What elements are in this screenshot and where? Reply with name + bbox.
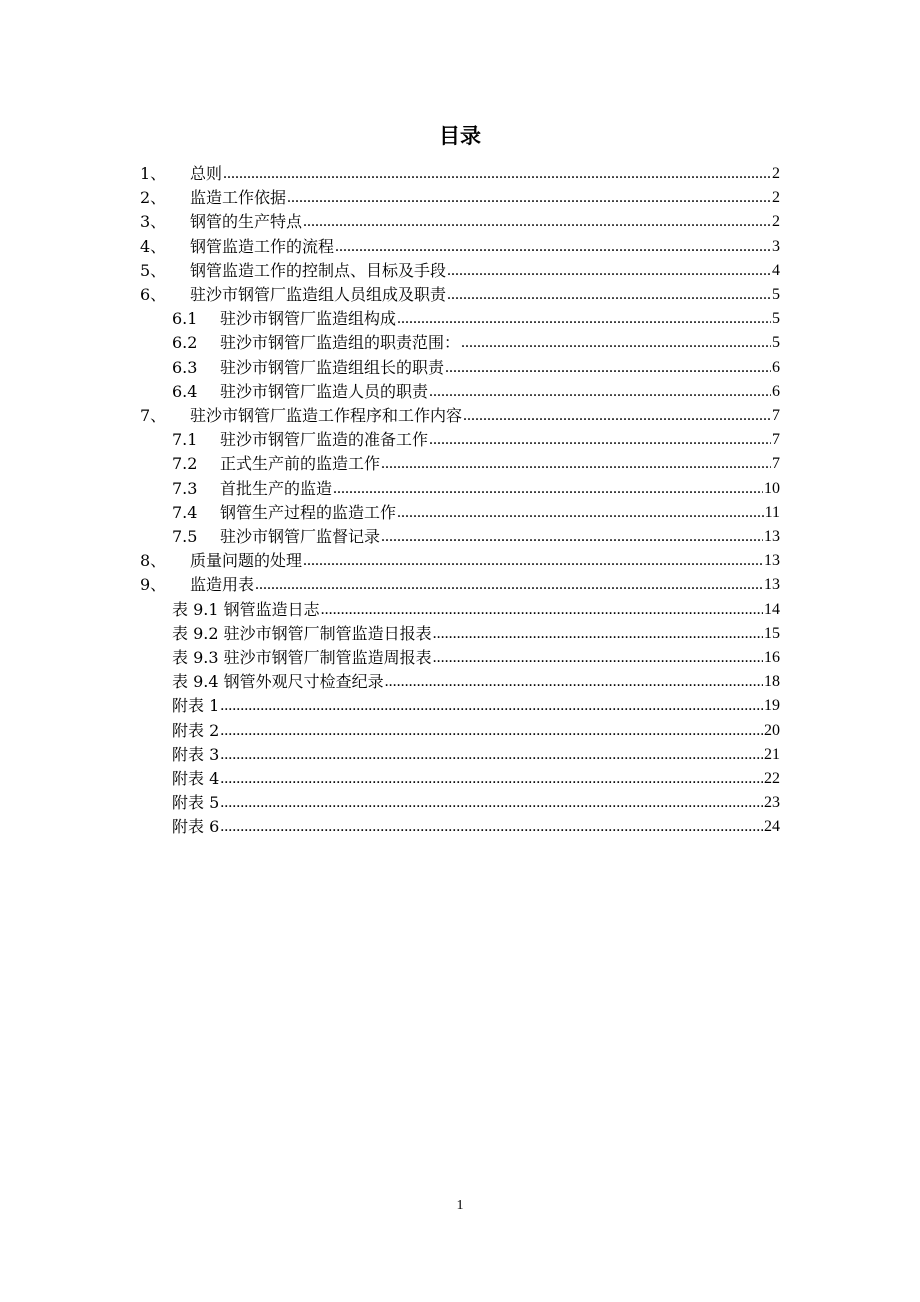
toc-entry-page: 22 [764, 770, 780, 787]
toc-dot-leader [463, 406, 771, 426]
toc-entry-page: 14 [764, 600, 780, 618]
toc-entry-title: 表 9.2 驻沙市钢管厂制管监造日报表 [172, 623, 432, 643]
page-number: 1 [456, 1198, 464, 1213]
toc-entry[interactable] [172, 354, 780, 378]
toc-entry-number: 7.4 [172, 502, 198, 522]
toc-entry-page: 10 [764, 479, 780, 497]
toc-dot-leader [220, 817, 763, 837]
toc-entry-page: 16 [764, 649, 780, 666]
toc-entry[interactable] [172, 596, 780, 620]
toc-entry-number: 7.5 [172, 527, 198, 546]
toc-dot-leader [397, 309, 771, 329]
toc-dot-leader [220, 793, 763, 813]
toc-entry-number: 6.1 [172, 309, 198, 329]
toc-entry-page: 2 [772, 189, 780, 207]
toc-entry-number: 9、 [140, 575, 167, 595]
toc-dot-leader [335, 237, 771, 257]
toc-dot-leader [220, 696, 763, 716]
toc-entry-number: 2、 [140, 188, 167, 208]
toc-dot-leader [223, 164, 771, 184]
toc-entry[interactable] [140, 233, 780, 257]
toc-entry-page: 13 [764, 528, 780, 545]
toc-dot-leader [381, 454, 771, 474]
toc-entry-page: 21 [764, 745, 780, 763]
toc-entry-page: 20 [764, 721, 780, 739]
toc-dot-leader [220, 745, 763, 765]
toc-entry-page: 13 [764, 552, 780, 570]
toc-dot-leader [447, 285, 771, 305]
toc-entry[interactable] [172, 475, 780, 499]
page-title: 目录 [439, 123, 481, 148]
toc-entry-page: 6 [772, 358, 780, 376]
toc-entry-title: 正式生产前的监造工作 [220, 454, 381, 474]
toc-entry[interactable] [172, 813, 780, 837]
toc-entry-page: 2 [772, 213, 780, 231]
toc-entry[interactable] [140, 402, 780, 426]
toc-entry-title: 钢管的生产特点 [190, 212, 303, 232]
toc-entry-page: 7 [772, 407, 780, 424]
toc-entry-page: 5 [772, 310, 780, 328]
toc-entry-page: 3 [772, 237, 780, 255]
toc-entry-number: 6.4 [172, 381, 198, 401]
toc-entry-page: 18 [764, 673, 780, 691]
toc-entry-number: 7.3 [172, 478, 198, 498]
toc-entry[interactable] [172, 305, 780, 329]
toc-entry[interactable] [140, 208, 780, 232]
toc-entry-title: 钢管生产过程的监造工作 [220, 502, 397, 522]
toc-entry-number: 4、 [140, 236, 167, 256]
toc-entry[interactable] [172, 644, 780, 668]
toc-entry-number: 7、 [140, 406, 167, 425]
toc-entry[interactable] [140, 160, 780, 184]
toc-entry-page: 24 [764, 818, 780, 836]
toc-entry-title: 质量问题的处理 [190, 551, 303, 571]
toc-dot-leader [433, 624, 763, 644]
toc-dot-leader [433, 648, 763, 668]
toc-entry-title: 附表 4 [172, 769, 220, 788]
toc-entry[interactable] [140, 257, 780, 281]
toc-dot-leader [220, 721, 763, 741]
toc-entry-page: 5 [772, 334, 780, 352]
toc-entry-title: 驻沙市钢管厂监造工作程序和工作内容 [190, 406, 463, 425]
toc-entry-title: 钢管监造工作的控制点、目标及手段 [190, 260, 447, 280]
toc-entry-title: 附表 2 [172, 720, 220, 740]
toc-entry-title: 驻沙市钢管厂监造组组长的职责 [220, 357, 445, 377]
toc-entry[interactable] [172, 329, 780, 353]
toc-entry-title: 表 9.4 钢管外观尺寸检查纪录 [172, 672, 384, 692]
toc-dot-leader [220, 769, 763, 789]
toc-entry-title: 附表 1 [172, 696, 220, 716]
toc-dot-leader [303, 212, 771, 232]
toc-entry[interactable] [172, 426, 780, 450]
toc-entry-title: 驻沙市钢管厂监造人员的职责 [220, 381, 429, 401]
toc-entry[interactable] [172, 765, 780, 789]
toc-entry[interactable] [172, 789, 780, 813]
toc-entry-title: 驻沙市钢管厂监造组的职责范围： [220, 333, 461, 353]
toc-entry[interactable] [140, 547, 780, 571]
toc-entry-number: 8、 [140, 551, 167, 571]
toc-entry[interactable] [172, 692, 780, 716]
toc-dot-leader [381, 527, 763, 547]
toc-dot-leader [461, 333, 771, 353]
toc-entry-title: 附表 5 [172, 793, 220, 813]
toc-entry-title: 表 9.3 驻沙市钢管厂制管监造周报表 [172, 648, 432, 667]
toc-entry-page: 11 [764, 503, 780, 521]
toc-entry-page: 19 [764, 697, 780, 715]
toc-entry[interactable] [172, 378, 780, 402]
toc-dot-leader [447, 261, 771, 281]
toc-dot-leader [333, 479, 763, 499]
toc-entry-title: 表 9.1 钢管监造日志 [172, 599, 320, 619]
toc-entry-number: 7.2 [172, 454, 198, 474]
toc-entry-page: 2 [772, 165, 780, 182]
toc-entry-number: 6.2 [172, 333, 198, 353]
toc-entry-number: 3、 [140, 212, 167, 232]
toc-entry-page: 7 [772, 455, 780, 473]
toc-dot-leader [429, 382, 771, 402]
toc-entry[interactable] [140, 184, 780, 208]
toc-entry-number: 6、 [140, 285, 167, 304]
toc-entry-title: 钢管监造工作的流程 [190, 236, 335, 256]
toc-entry-page: 13 [764, 576, 780, 594]
toc-entry-page: 7 [772, 431, 780, 449]
toc-dot-leader [287, 188, 771, 208]
toc-entry-number: 7.1 [172, 430, 198, 450]
toc-entry-title: 驻沙市钢管厂监造的准备工作 [220, 430, 429, 450]
toc-dot-leader [385, 672, 763, 692]
toc-dot-leader [445, 358, 771, 378]
toc-entry-title: 监造工作依据 [190, 188, 287, 208]
toc-entry-title: 附表 3 [172, 744, 220, 764]
toc-entry-number: 6.3 [172, 357, 198, 377]
toc-entry-page: 5 [772, 286, 780, 303]
toc-entry-number: 5、 [140, 260, 167, 280]
toc-entry[interactable] [172, 620, 780, 644]
toc-dot-leader [255, 575, 763, 595]
toc-entry-title: 附表 6 [172, 817, 220, 837]
toc-entry-title: 驻沙市钢管厂监督记录 [220, 527, 381, 546]
toc-entry-page: 4 [772, 261, 780, 279]
toc-entry[interactable] [172, 741, 780, 765]
toc-entry-page: 23 [764, 794, 780, 812]
toc-entry-title: 驻沙市钢管厂监造组人员组成及职责 [190, 285, 447, 304]
toc-entry[interactable] [140, 281, 780, 305]
toc-entry-title: 驻沙市钢管厂监造组构成 [220, 309, 397, 329]
toc-entry[interactable] [140, 571, 780, 595]
toc-entry[interactable] [172, 499, 780, 523]
toc-dot-leader [397, 503, 764, 523]
toc-entry-title: 监造用表 [190, 575, 255, 595]
toc-dot-leader [303, 551, 763, 571]
toc-dot-leader [429, 430, 771, 450]
toc-entry-page: 15 [764, 624, 780, 642]
toc-entry[interactable] [172, 450, 780, 474]
toc-entry[interactable] [172, 717, 780, 741]
toc-entry-title: 总则 [190, 164, 223, 183]
toc-entry-title: 首批生产的监造 [220, 478, 333, 498]
toc-entry[interactable] [172, 523, 780, 547]
toc-entry-number: 1、 [140, 164, 167, 183]
toc-entry-page: 6 [772, 382, 780, 400]
toc-dot-leader [321, 600, 763, 620]
toc-entry[interactable] [172, 668, 780, 692]
